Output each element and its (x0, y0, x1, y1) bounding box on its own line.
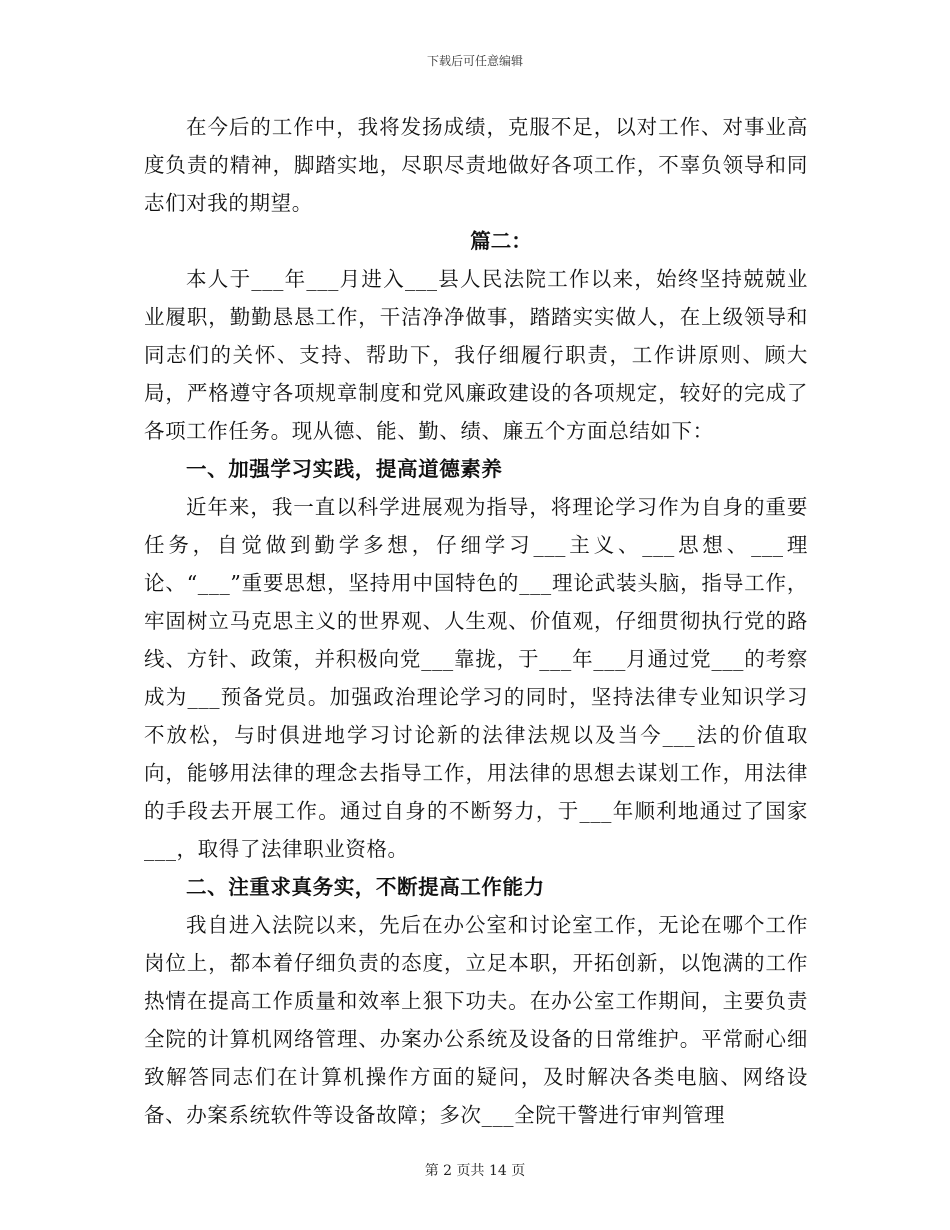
page-header: 下载后可任意编辑 (426, 54, 523, 68)
paragraph-study: 近年来，我一直以科学进展观为指导，将理论学习作为自身的重要任务，自觉做到勤学多想，仔细学习___主义、___思想、___理论、“___”重要思想，坚持用中国特色的___理论武装头脑，指导工作，牢固树立马克思主义的世界观、人生观、价值观，仔细贯彻执行党的路线、方针、政策，并积极向党___靠拢，于___年___月通过党___的考察成为___预备党员。加强政治理论学习的同时，坚持法律专业知识学习不放松，与时俱进地学习讨论新的法律法规以及当今___法的价值取向，能够用法律的理念去指导工作，用法律的思想去谋划工作，用法律的手段去开展工作。通过自身的不断努力，于___年顺利地通过了国家___，取得了法律职业资格。 (144, 495, 808, 861)
section-title-part-two: 篇二： (470, 229, 532, 253)
paragraph-work: 我自进入法院以来，先后在办公室和讨论室工作，无论在哪个工作岗位上，都本着仔细负责的态度，立足本职，开拓创新，以饱满的工作热情在提高工作质量和效率上狠下功夫。在办公室工作期间，主要负责全院的计算机网络管理、办案办公系统及设备的日常维护。平常耐心细致解答同志们在计算机操作方面的疑问，及时解决各类电脑、网络设备、办案系统软件等设备故障；多次___全院干警进行审判管理 (144, 913, 808, 1127)
document-body (144, 108, 808, 1134)
paragraph-intro: 本人于___年___月进入___县人民法院工作以来，始终坚持兢兢业业履职，勤勤恳恳工作，干洁净净做事，踏踏实实做人，在上级领导和同志们的关怀、支持、帮助下，我仔细履行职责，工作讲原则、顾大局，严格遵守各项规章制度和党风廉政建设的各项规定，较好的完成了各项工作任务。现从德、能、勤、绩、廉五个方面总结如下： (144, 267, 808, 443)
heading-study-practice: 一、加强学习实践，提高道德素养 (186, 457, 503, 481)
heading-work-ability: 二、注重求真务实，不断提高工作能力 (186, 875, 545, 899)
paragraph-closing: 在今后的工作中，我将发扬成绩，克服不足，以对工作、对事业高度负责的精神，脚踏实地，尽职尽责地做好各项工作，不辜负领导和同志们对我的期望。 (144, 115, 808, 215)
page-footer: 第 2 页共 14 页 (424, 1163, 526, 1179)
